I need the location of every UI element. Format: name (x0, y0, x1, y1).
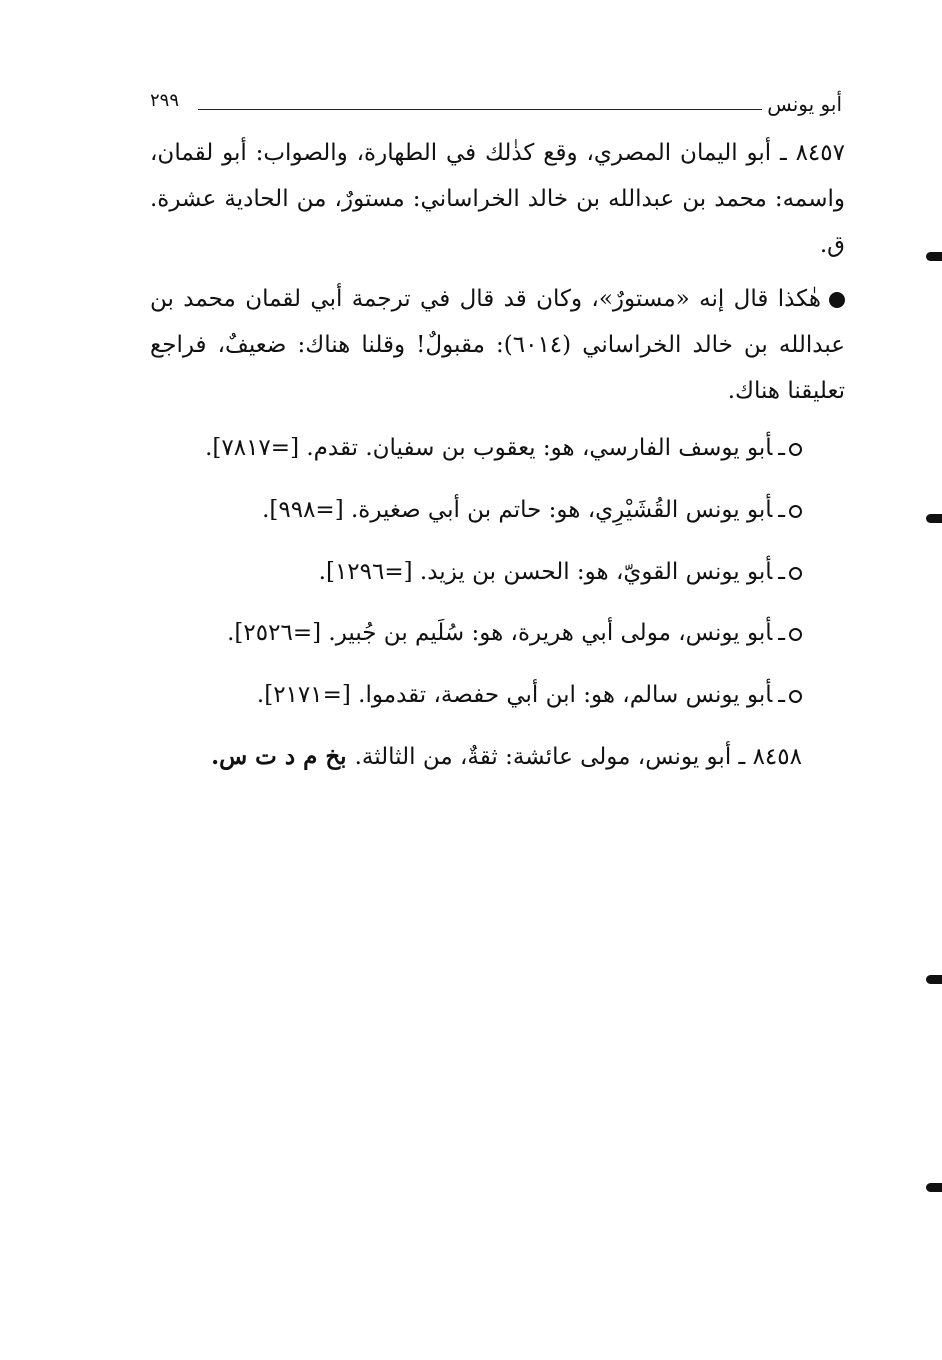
xref-line: ـأبو يونس، مولى أبي هريرة، هو: سُلَيم بن جُبير. [=٢٥٢٦]. (227, 615, 802, 651)
xref-line: ـأبو يونس القُشَيْرِي، هو: حاتم بن أبي صغيرة. [=٩٩٨]. (262, 492, 802, 528)
xref-line: ـأبو يونس سالم، هو: ابن أبي حفصة، تقدموا. [=٢١٧١]. (257, 677, 802, 713)
circle-icon (789, 505, 802, 518)
entry-8457 (150, 130, 845, 268)
edge-mark (926, 1183, 942, 1192)
comment-paragraph (150, 276, 845, 414)
circle-icon (789, 628, 802, 641)
xref-line: ـأبو يونس القويّ، هو: الحسن بن يزيد. [=١٢٩٦]. (319, 554, 802, 590)
entry-8458 (211, 739, 802, 775)
circle-icon (789, 443, 802, 456)
entry-8457-text: ٨٤٥٧ ـ أبو اليمان المصري، وقع كذٰلك في الطهارة، والصواب: أبو لقمان، واسمه: محمد بن عبدالله بن خالد الخراساني: مستورٌ، من الحادية عشرة. ق. (150, 140, 845, 258)
xref-line: ـأبو يوسف الفارسي، هو: يعقوب بن سفيان. تقدم. [=٧٨١٧]. (205, 430, 802, 466)
bullet-icon (829, 292, 845, 308)
running-title: أبو يونس (767, 92, 842, 116)
edge-mark (926, 252, 942, 261)
page-header (150, 88, 842, 118)
comment-text: هٰكذا قال إنه «مستورٌ»، وكان قد قال في ترجمة أبي لقمان محمد بن عبدالله بن خالد الخراساني (٦٠١٤): مقبولٌ! وقلنا هناك: ضعيفٌ، فراجع تعليقنا هناك. (150, 286, 845, 404)
edge-mark (926, 975, 942, 984)
page-number: ٢٩٩ (150, 90, 180, 111)
source-symbols: بخ م د ت س. (211, 743, 347, 770)
header-rule (198, 109, 762, 110)
circle-icon (789, 690, 802, 703)
circle-icon (789, 567, 802, 580)
edge-mark (926, 514, 942, 523)
entry-8458-text: ٨٤٥٨ ـ أبو يونس، مولى عائشة: ثقةٌ، من الثالثة. (354, 744, 802, 770)
